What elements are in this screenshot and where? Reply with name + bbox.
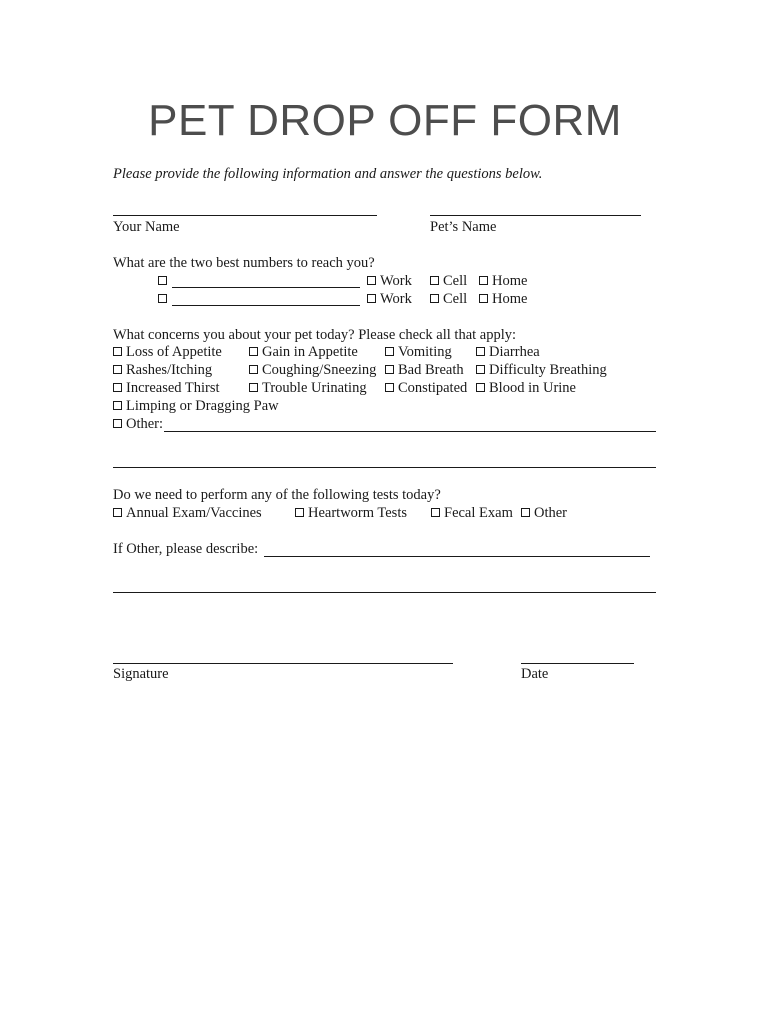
concern-option[interactable]: Bad Breath (385, 361, 464, 379)
checkbox-icon (249, 347, 258, 356)
concern-option[interactable]: Increased Thirst (113, 379, 220, 397)
concern-other-field[interactable] (164, 431, 656, 432)
concern-other-option[interactable]: Other: (113, 415, 163, 433)
phone-1-work-option[interactable]: Work (367, 272, 412, 290)
concern-option[interactable]: Rashes/Itching (113, 361, 212, 379)
other-describe-field-2[interactable] (113, 592, 656, 593)
concern-option[interactable]: Blood in Urine (476, 379, 576, 397)
concern-option[interactable]: Constipated (385, 379, 467, 397)
form-instructions: Please provide the following information and answer the questions below. (113, 166, 543, 182)
tests-question: Do we need to perform any of the following tests today? (113, 487, 441, 503)
phone-1-home-option[interactable]: Home (479, 272, 527, 290)
checkbox-icon (479, 294, 488, 303)
test-option[interactable]: Other (521, 504, 567, 522)
checkbox-icon (113, 401, 122, 410)
pet-name-field[interactable] (430, 215, 641, 216)
phone-question: What are the two best numbers to reach you? (113, 255, 375, 271)
checkbox-icon (113, 383, 122, 392)
form-title: PET DROP OFF FORM (148, 96, 622, 145)
date-field[interactable] (521, 663, 634, 664)
checkbox-icon (158, 276, 167, 285)
checkbox-icon (367, 294, 376, 303)
phone-2-home-option[interactable]: Home (479, 290, 527, 308)
phone-2-checkbox[interactable] (158, 290, 171, 308)
checkbox-icon (113, 508, 122, 517)
concern-option[interactable]: Gain in Appetite (249, 343, 358, 361)
concern-option[interactable]: Diarrhea (476, 343, 540, 361)
checkbox-icon (479, 276, 488, 285)
phone-2-work-option[interactable]: Work (367, 290, 412, 308)
checkbox-icon (476, 365, 485, 374)
test-option[interactable]: Annual Exam/Vaccines (113, 504, 262, 522)
phone-1-cell-option[interactable]: Cell (430, 272, 467, 290)
checkbox-icon (476, 347, 485, 356)
other-describe-label: If Other, please describe: (113, 541, 259, 557)
checkbox-icon (249, 365, 258, 374)
checkbox-icon (158, 294, 167, 303)
checkbox-icon (385, 383, 394, 392)
concern-option[interactable]: Trouble Urinating (249, 379, 367, 397)
checkbox-icon (430, 294, 439, 303)
checkbox-icon (113, 419, 122, 428)
checkbox-icon (430, 276, 439, 285)
checkbox-icon (431, 508, 440, 517)
date-label: Date (521, 666, 549, 682)
phone-1-field[interactable] (172, 287, 360, 288)
test-option[interactable]: Heartworm Tests (295, 504, 407, 522)
checkbox-icon (367, 276, 376, 285)
concern-option[interactable]: Loss of Appetite (113, 343, 222, 361)
test-option[interactable]: Fecal Exam (431, 504, 513, 522)
pet-name-label: Pet’s Name (430, 219, 497, 235)
concern-option[interactable]: Limping or Dragging Paw (113, 397, 279, 415)
phone-2-field[interactable] (172, 305, 360, 306)
owner-name-label: Your Name (113, 219, 180, 235)
checkbox-icon (385, 347, 394, 356)
phone-1-checkbox[interactable] (158, 272, 171, 290)
phone-2-cell-option[interactable]: Cell (430, 290, 467, 308)
checkbox-icon (521, 508, 530, 517)
concern-option[interactable]: Difficulty Breathing (476, 361, 607, 379)
checkbox-icon (385, 365, 394, 374)
signature-field[interactable] (113, 663, 453, 664)
checkbox-icon (295, 508, 304, 517)
signature-label: Signature (113, 666, 169, 682)
concern-option[interactable]: Coughing/Sneezing (249, 361, 376, 379)
concerns-question: What concerns you about your pet today? Please check all that apply: (113, 327, 517, 343)
concern-other-field-2[interactable] (113, 467, 656, 468)
owner-name-field[interactable] (113, 215, 377, 216)
checkbox-icon (113, 347, 122, 356)
other-describe-field[interactable] (264, 556, 650, 557)
checkbox-icon (476, 383, 485, 392)
checkbox-icon (249, 383, 258, 392)
checkbox-icon (113, 365, 122, 374)
concern-option[interactable]: Vomiting (385, 343, 452, 361)
